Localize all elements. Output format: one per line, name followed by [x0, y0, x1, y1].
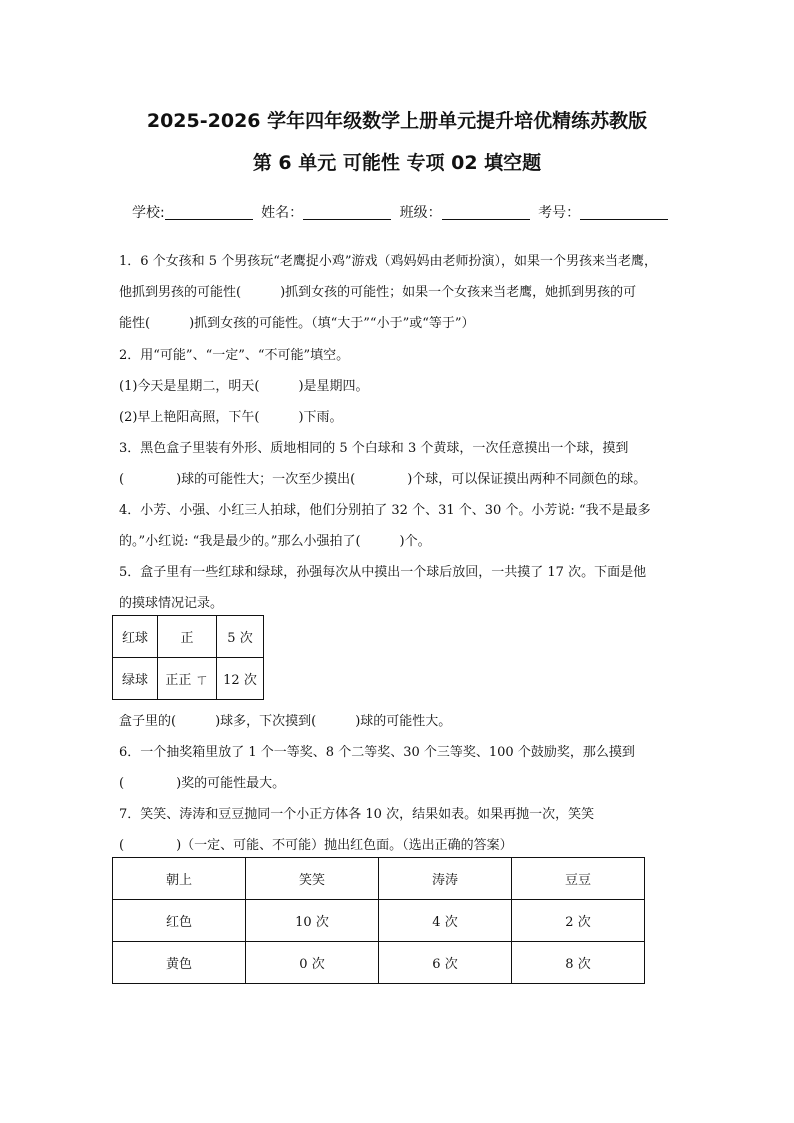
table-row [113, 858, 645, 900]
page-subtitle: 第 6 单元 可能性 专项 02 填空题 [252, 152, 542, 174]
class-label: 班级： [399, 205, 442, 221]
table-cell: 正 [158, 616, 217, 658]
q3-line-1: 3．黑色盒子里装有外形、质地相同的 5 个白球和 3 个黄球，一次任意摸出一个球，摸到 [119, 441, 629, 456]
table-cell: 绿球 [113, 658, 158, 700]
table-cell: 5 次 [217, 616, 264, 658]
result-table [112, 857, 645, 984]
table-row [113, 616, 264, 658]
table-row [113, 900, 645, 942]
table-header-cell: 笑笑 [246, 858, 379, 900]
table-header-cell: 涛涛 [379, 858, 512, 900]
school-blank[interactable] [165, 205, 253, 220]
table-cell: 红色 [113, 900, 246, 942]
q4-line-2: 的。”小红说: “我是最少的。”那么小强拍了( )个。 [119, 534, 431, 549]
table-cell: 0 次 [246, 942, 379, 984]
q1-line-3: 能性( )抓到女孩的可能性。（填“大于”“小于”或“等于”） [119, 316, 475, 331]
name-label: 姓名： [261, 205, 304, 221]
table-row [113, 942, 645, 984]
q2-item-2: (2)早上艳阳高照，下午( )下雨。 [119, 410, 343, 425]
table-header-cell: 朝上 [113, 858, 246, 900]
q4-line-1: 4．小芳、小强、小红三人拍球，他们分别拍了 32 个、31 个、30 个。小芳说: “我不是最多 [119, 503, 651, 518]
q1-line-2: 他抓到男孩的可能性( )抓到女孩的可能性；如果一个女孩来当老鹰，她抓到男孩的可 [119, 285, 637, 300]
q5-line-1: 5．盒子里有一些红球和绿球，孙强每次从中摸出一个球后放回，一共摸了 17 次。下面是他 [119, 565, 647, 580]
table-cell: 红球 [113, 616, 158, 658]
q5-line-3: 盒子里的( )球多，下次摸到( )球的可能性大。 [119, 714, 452, 729]
school-label: 学校: [132, 205, 165, 221]
q1-line-1: 1．6 个女孩和 5 个男孩玩“老鹰捉小鸡”游戏（鸡妈妈由老师扮演），如果一个男孩来当老鹰， [119, 254, 658, 269]
q6-line-1: 6．一个抽奖箱里放了 1 个一等奖、8 个二等奖、30 个三等奖、100 个鼓励奖，那么摸到 [119, 745, 635, 760]
q3-line-2: ( )球的可能性大；一次至少摸出( )个球，可以保证摸出两种不同颜色的球。 [119, 472, 647, 487]
table-cell: 黄色 [113, 942, 246, 984]
name-blank[interactable] [303, 205, 391, 220]
q6-line-2: ( )奖的可能性最大。 [119, 776, 286, 791]
page-title: 2025-2026 学年四年级数学上册单元提升培优精练苏教版 [146, 110, 648, 132]
q5-line-2: 的摸球情况记录。 [119, 596, 224, 611]
table-row [113, 658, 264, 700]
table-cell: 4 次 [379, 900, 512, 942]
table-cell: 6 次 [379, 942, 512, 984]
student-info-row [132, 202, 672, 222]
table-cell: 10 次 [246, 900, 379, 942]
number-label: 考号： [538, 205, 581, 221]
tally-table [112, 615, 264, 700]
class-blank[interactable] [442, 205, 530, 220]
table-cell: 2 次 [512, 900, 645, 942]
q2-item-1: (1)今天是星期二，明天( )是星期四。 [119, 379, 369, 394]
number-blank[interactable] [580, 205, 668, 220]
table-header-cell: 豆豆 [512, 858, 645, 900]
table-cell: 8 次 [512, 942, 645, 984]
q2-line-1: 2．用“可能”、“一定”、“不可能”填空。 [119, 348, 350, 363]
q7-line-2: ( )（一定、可能、不可能）抛出红色面。（选出正确的答案） [119, 838, 513, 853]
table-cell: 12 次 [217, 658, 264, 700]
table-cell: 正正 ㄒ [158, 658, 217, 700]
q7-line-1: 7．笑笑、涛涛和豆豆抛同一个小正方体各 10 次，结果如表。如果再抛一次，笑笑 [119, 807, 595, 822]
